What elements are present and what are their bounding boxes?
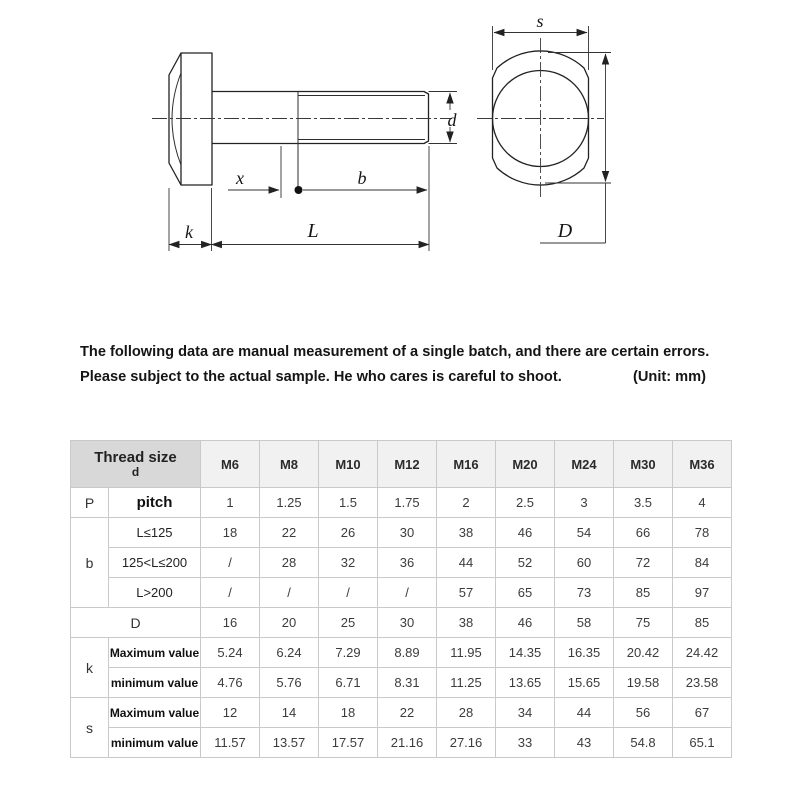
table-cell: 22 [260, 518, 319, 548]
table-cell: 7.29 [319, 638, 378, 668]
table-cell: 44 [437, 548, 496, 578]
table-cell: 33 [496, 728, 555, 758]
table-row [71, 728, 732, 758]
table-cell: 28 [260, 548, 319, 578]
row-label: L≤125 [109, 518, 201, 548]
table-cell: 85 [614, 578, 673, 608]
table-row [71, 548, 732, 578]
table-cell: 15.65 [555, 668, 614, 698]
dim-label-L: L [307, 220, 319, 242]
table-row [71, 578, 732, 608]
table-cell: 56 [614, 698, 673, 728]
table-cell: 26 [319, 518, 378, 548]
table-row [71, 608, 732, 638]
table-cell: 43 [555, 728, 614, 758]
column-header: M10 [319, 441, 378, 488]
column-header: M8 [260, 441, 319, 488]
table-cell: 27.16 [437, 728, 496, 758]
table-cell: 65 [496, 578, 555, 608]
table-cell: / [378, 578, 437, 608]
table-cell: 20 [260, 608, 319, 638]
table-row [71, 698, 732, 728]
table-cell: 46 [496, 518, 555, 548]
row-group: k [71, 638, 109, 698]
table-cell: 25 [319, 608, 378, 638]
table-cell: 72 [614, 548, 673, 578]
table-cell: 2.5 [496, 488, 555, 518]
note-line-2: Please subject to the actual sample. He who cares is careful to shoot. [80, 369, 562, 385]
thread-spec-table [70, 440, 732, 758]
table-cell: / [201, 578, 260, 608]
table-cell: 28 [437, 698, 496, 728]
column-header: M36 [673, 441, 732, 488]
table-cell: 1.75 [378, 488, 437, 518]
column-header: M24 [555, 441, 614, 488]
table-cell: 3.5 [614, 488, 673, 518]
table-cell: 97 [673, 578, 732, 608]
table-cell: / [319, 578, 378, 608]
table-cell: 36 [378, 548, 437, 578]
table-cell: 8.31 [378, 668, 437, 698]
note-line-1: The following data are manual measurement of a single batch, and there are certain errors. [80, 344, 710, 360]
bolt-side-view [152, 53, 458, 251]
unit-label: (Unit: mm) [633, 369, 706, 385]
row-label: 125<L≤200 [109, 548, 201, 578]
table-cell: 84 [673, 548, 732, 578]
row-group: s [71, 698, 109, 758]
column-header: M12 [378, 441, 437, 488]
table-cell: 4 [673, 488, 732, 518]
table-row [71, 638, 732, 668]
table-cell: 4.76 [201, 668, 260, 698]
row-group: P [71, 488, 109, 518]
table-cell: 13.57 [260, 728, 319, 758]
table-cell: 38 [437, 518, 496, 548]
table-cell: 18 [201, 518, 260, 548]
table-cell: 30 [378, 608, 437, 638]
table-cell: 1.25 [260, 488, 319, 518]
table-cell: 34 [496, 698, 555, 728]
table-cell: 23.58 [673, 668, 732, 698]
table-cell: 75 [614, 608, 673, 638]
table-cell: 6.71 [319, 668, 378, 698]
table-cell: 58 [555, 608, 614, 638]
table-cell: 66 [614, 518, 673, 548]
table-cell: 67 [673, 698, 732, 728]
table-cell: 11.25 [437, 668, 496, 698]
table-cell: 60 [555, 548, 614, 578]
table-row [71, 518, 732, 548]
row-label: L>200 [109, 578, 201, 608]
bolt-diagram [0, 0, 800, 330]
table-cell: 21.16 [378, 728, 437, 758]
table-cell: 1 [201, 488, 260, 518]
table-cell: 14.35 [496, 638, 555, 668]
column-header: M6 [201, 441, 260, 488]
table-cell: 11.57 [201, 728, 260, 758]
table-row [71, 668, 732, 698]
table-cell: 78 [673, 518, 732, 548]
table-cell: 13.65 [496, 668, 555, 698]
dim-label-x: x [236, 168, 244, 188]
row-label: pitch [109, 488, 201, 518]
table-cell: 54.8 [614, 728, 673, 758]
table-cell: 1.5 [319, 488, 378, 518]
table-cell: 20.42 [614, 638, 673, 668]
table-cell: 57 [437, 578, 496, 608]
row-label: Maximum value [109, 698, 201, 728]
table-cell: 18 [319, 698, 378, 728]
table-cell: / [260, 578, 319, 608]
row-label: Maximum value [109, 638, 201, 668]
table-cell: 32 [319, 548, 378, 578]
table-cell: 16 [201, 608, 260, 638]
table-cell: 30 [378, 518, 437, 548]
table-cell: 6.24 [260, 638, 319, 668]
table-cell: 24.42 [673, 638, 732, 668]
dim-label-D: D [557, 220, 573, 242]
table-cell: 46 [496, 608, 555, 638]
column-header: M20 [496, 441, 555, 488]
row-label: D [71, 608, 201, 638]
table-row [71, 488, 732, 518]
corner-sub: d [131, 465, 140, 479]
table-cell: 11.95 [437, 638, 496, 668]
table-cell: 16.35 [555, 638, 614, 668]
table-cell: 85 [673, 608, 732, 638]
table-cell: 38 [437, 608, 496, 638]
row-label: minimum value [109, 728, 201, 758]
table-cell: 12 [201, 698, 260, 728]
column-header: M16 [437, 441, 496, 488]
table-cell: 19.58 [614, 668, 673, 698]
table-cell: 44 [555, 698, 614, 728]
row-label: minimum value [109, 668, 201, 698]
table-cell: 2 [437, 488, 496, 518]
dim-label-s: s [536, 11, 544, 31]
thread-start-dot [295, 186, 303, 194]
table-cell: 8.89 [378, 638, 437, 668]
dim-label-d: d [447, 110, 457, 130]
table-cell: 17.57 [319, 728, 378, 758]
table-cell: 65.1 [673, 728, 732, 758]
table-cell: 3 [555, 488, 614, 518]
table-cell: 14 [260, 698, 319, 728]
column-header: M30 [614, 441, 673, 488]
table-cell: 5.76 [260, 668, 319, 698]
table-cell: 5.24 [201, 638, 260, 668]
table-cell: 22 [378, 698, 437, 728]
table-cell: / [201, 548, 260, 578]
dim-label-b: b [357, 168, 367, 188]
corner-header [71, 441, 201, 488]
corner-title: Thread size [94, 449, 177, 466]
table-cell: 52 [496, 548, 555, 578]
table-cell: 54 [555, 518, 614, 548]
table-cell: 73 [555, 578, 614, 608]
table-header-row [71, 441, 732, 488]
measurement-note [80, 344, 710, 385]
dim-label-k: k [185, 222, 193, 242]
row-group: b [71, 518, 109, 608]
bolt-end-view [477, 11, 611, 243]
